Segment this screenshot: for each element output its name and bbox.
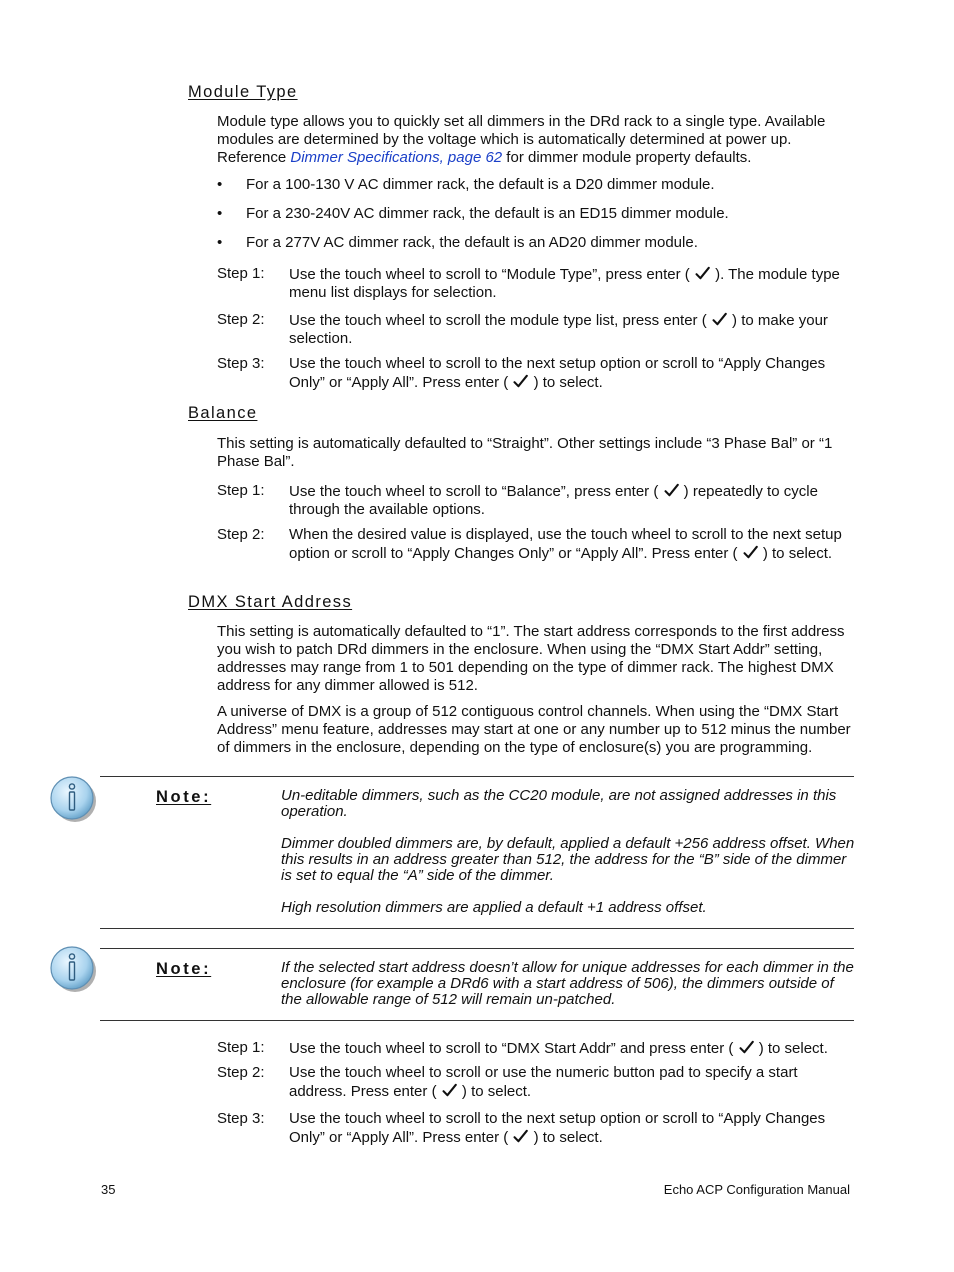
step-text: Use the touch wheel to scroll to “Balance”, press enter ( ) repeatedly to cycle through the available options. — [289, 483, 818, 518]
divider — [100, 776, 854, 777]
checkmark-icon — [663, 482, 680, 499]
step-item — [217, 355, 857, 392]
step-label: Step 1: — [217, 265, 265, 282]
step-text: Use the touch wheel to scroll to “DMX Start Addr” and press enter ( ) to select. — [289, 1040, 828, 1057]
checkmark-icon — [738, 1039, 755, 1056]
info-icon — [48, 774, 98, 824]
page-number: 35 — [101, 1182, 116, 1197]
step-text: Use the touch wheel to scroll to “Module Type”, press enter ( ). The module type menu list displays for selection. — [289, 266, 840, 301]
divider — [100, 928, 854, 929]
intro-text-end: for dimmer module property defaults. — [502, 149, 752, 166]
checkmark-icon — [711, 311, 728, 328]
step-label: Step 2: — [217, 526, 265, 543]
note-label: Note: — [156, 960, 212, 978]
step-item — [217, 1039, 857, 1058]
intro-text: Module type allows you to quickly set all dimmers in the DRd rack to a single type. Available modules are determined by the voltage which is automatically determined at power up. Reference — [217, 113, 826, 166]
divider — [100, 1020, 854, 1021]
bullet-icon: • — [217, 205, 223, 222]
bullet-icon: • — [217, 176, 223, 193]
step-text: Use the touch wheel to scroll to the next setup option or scroll to “Apply Changes Only” or “Apply All”. Press enter ( ) to select. — [289, 1110, 826, 1146]
step-text: Use the touch wheel to scroll or use the numeric button pad to specify a start address. Press enter ( ) to select. — [289, 1064, 798, 1100]
dmx-paragraph-2: A universe of DMX is a group of 512 contiguous control channels. When using the “DMX Start Address” menu feature, addresses may start at one or any number up to 512 minus the number of dimmers in the enclosure, depending on the type of enclosure(s) you are programming. — [217, 703, 851, 756]
bullet-icon: • — [217, 234, 223, 251]
step-item — [217, 1064, 857, 1101]
note-text: High resolution dimmers are applied a default +1 address offset. — [281, 899, 707, 916]
note-text: Dimmer doubled dimmers are, by default, applied a default +256 address offset. When this results in an address greater than 512, the address for the “B” side of the dimmer is set to equal the “A” side of the dimmer. — [281, 835, 855, 884]
step-item — [217, 526, 857, 563]
module-type-heading: Module Type — [188, 83, 298, 101]
balance-intro: This setting is automatically defaulted to “Straight”. Other settings include “3 Phase Bal” or “1 Phase Bal”. — [217, 435, 833, 470]
balance-heading: Balance — [188, 404, 258, 422]
step-item — [217, 482, 857, 519]
step-label: Step 3: — [217, 355, 265, 372]
step-label: Step 2: — [217, 311, 265, 328]
module-type-intro — [217, 113, 857, 167]
step-label: Step 1: — [217, 482, 265, 499]
step-label: Step 2: — [217, 1064, 265, 1081]
step-text: Use the touch wheel to scroll the module type list, press enter ( ) to make your selection. — [289, 312, 828, 347]
dimmer-specifications-link[interactable]: Dimmer Specifications, page 62 — [290, 149, 503, 166]
step-text: Use the touch wheel to scroll to the next setup option or scroll to “Apply Changes Only” or “Apply All”. Press enter ( ) to select. — [289, 355, 826, 391]
dmx-start-address-heading: DMX Start Address — [188, 593, 353, 611]
step-text: When the desired value is displayed, use the touch wheel to scroll to the next setup option or scroll to “Apply Changes Only” or “Apply All”. Press enter ( ) to select. — [289, 526, 842, 562]
checkmark-icon — [512, 373, 529, 390]
step-label: Step 1: — [217, 1039, 265, 1056]
step-item — [217, 1110, 857, 1147]
note-text: Un-editable dimmers, such as the CC20 module, are not assigned addresses in this operation. — [281, 787, 837, 820]
step-item — [217, 311, 857, 348]
info-icon — [48, 944, 98, 994]
note-label: Note: — [156, 788, 212, 806]
checkmark-icon — [742, 544, 759, 561]
step-item — [217, 265, 857, 302]
dmx-paragraph-1: This setting is automatically defaulted to “1”. The start address corresponds to the first address you wish to patch DRd dimmers in the enclosure. When using the “DMX Start Addr” setting, addresses may range from 1 to 501 depending on the type of dimmer rack. The highest DMX address for any dimmer allowed is 512. — [217, 623, 845, 694]
manual-title: Echo ACP Configuration Manual — [663, 1182, 850, 1197]
step-label: Step 3: — [217, 1110, 265, 1127]
checkmark-icon — [512, 1128, 529, 1145]
divider — [100, 948, 854, 949]
note-text: If the selected start address doesn’t allow for unique addresses for each dimmer in the enclosure (for example a DRd6 with a start address of 506), the dimmers outside of the allowable range of 512 will remain un-patched. — [281, 959, 854, 1008]
checkmark-icon — [694, 265, 711, 282]
checkmark-icon — [441, 1082, 458, 1099]
